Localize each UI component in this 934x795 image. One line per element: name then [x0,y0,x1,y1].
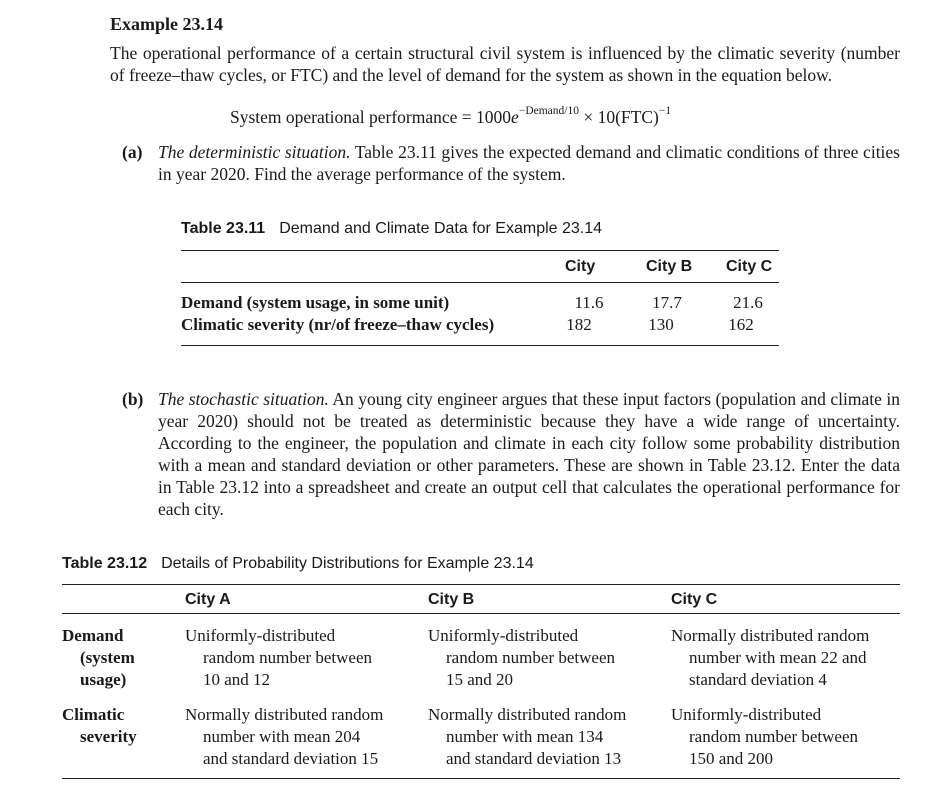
cell-line: Uniformly-distributed [185,626,336,645]
cell-line: standard deviation 4 [689,670,827,689]
part-a-italic: The deterministic situation. [158,142,351,162]
part-b-italic: The stochastic situation. [158,389,329,409]
part-b-label: (b) [122,389,144,409]
table-23-11-caption-text: Demand and Climate Data for Example 23.14 [279,220,603,237]
part-a-text: Table 23.11 gives the expected demand and climatic conditions of three cities in year 2020. Find the average performance of the system. [158,142,900,184]
table-23-11 [181,250,779,346]
cell-line: random number between [689,727,858,746]
cell-line: 15 and 20 [446,670,514,689]
table-header-city-c: City C [726,258,773,275]
table-rule [62,613,900,614]
part-b-text: An young city engineer argues that these input factors (population and climate in year 2020) should not be treated as deterministic because they have a wide range of uncertainty. According to the engineer, the population and climate in each city follow some probability distribution with a mean and standard deviation or other parameters. These are shown in Table 23.12. Enter the data in Table 23.12 into a spreadsheet and create an output cell that calculates the operational performance for each city. [158,389,900,519]
climatic-city-c-value: 162 [728,315,754,334]
cell-line: Normally distributed random [671,626,870,645]
part-a [122,141,900,185]
climatic-city-b-value: 130 [648,315,674,334]
cell-line: random number between [203,648,372,667]
row-label-climatic [62,704,137,748]
row-label-line: Climatic [62,705,125,724]
demand-city-b-value: 17.7 [652,293,682,312]
demand-city-c-cell [671,625,869,691]
cell-line: 10 and 12 [203,670,271,689]
demand-city-a-value: 11.6 [574,293,604,312]
cell-line: Uniformly-distributed [428,626,579,645]
row-label-climatic: Climatic severity (nr/of freeze–thaw cycles) [181,315,495,334]
table-23-11-caption-label: Table 23.11 [181,220,266,237]
cell-line: Normally distributed random [428,705,627,724]
row-label-demand: Demand (system usage, in some unit) [181,293,450,312]
equation-ftc-exponent: −1 [658,105,672,118]
row-label-line: Demand [62,626,124,645]
cell-line: 150 and 200 [689,749,774,768]
climatic-city-a-cell [185,704,383,770]
cell-line: Normally distributed random [185,705,384,724]
performance-equation [230,107,671,128]
table-23-12-caption-text: Details of Probability Distributions for Example 23.14 [161,555,534,572]
equation-middle: × 10(FTC) [578,107,659,127]
cell-line: random number between [446,648,615,667]
table-header-city-b: City B [428,591,475,608]
table-header-city-a: City A [185,591,231,608]
table-rule [181,282,779,283]
climatic-city-c-cell [671,704,858,770]
table-23-12-caption-label: Table 23.12 [62,555,148,572]
row-label-line: (system [80,648,135,667]
equation-e: e [511,107,519,127]
demand-city-b-cell [428,625,615,691]
part-b [122,388,900,520]
row-label-line: usage) [80,670,127,689]
table-23-12-caption [62,555,534,573]
table-rule [181,345,779,346]
cell-line: number with mean 204 [203,727,361,746]
demand-city-c-value: 21.6 [733,293,763,312]
climatic-city-b-cell [428,704,626,770]
table-header-city-c: City C [671,591,718,608]
example-title: Example 23.14 [110,14,224,34]
table-header-city: City [565,258,596,275]
demand-city-a-cell [185,625,372,691]
row-label-line: severity [80,727,137,746]
table-23-12 [62,584,900,780]
cell-line: and standard deviation 15 [203,749,379,768]
table-header-city-b: City B [646,258,693,275]
equation-exponent: −Demand/10 [518,105,579,118]
equation-lhs: System operational performance = 1000 [230,107,512,127]
table-rule [62,778,900,779]
table-rule [62,584,900,585]
cell-line: number with mean 22 and [689,648,867,667]
part-a-label: (a) [122,142,143,162]
climatic-city-a-value: 182 [566,315,592,334]
table-23-11-caption [181,220,602,238]
table-rule [181,250,779,251]
intro-paragraph: The operational performance of a certain structural civil system is influenced by the climatic severity (number of freeze–thaw cycles, or FTC) and the level of demand for the system as shown in the equation below. [110,43,900,85]
cell-line: number with mean 134 [446,727,604,746]
row-label-demand [62,625,135,691]
cell-line: Uniformly-distributed [671,705,822,724]
cell-line: and standard deviation 13 [446,749,622,768]
